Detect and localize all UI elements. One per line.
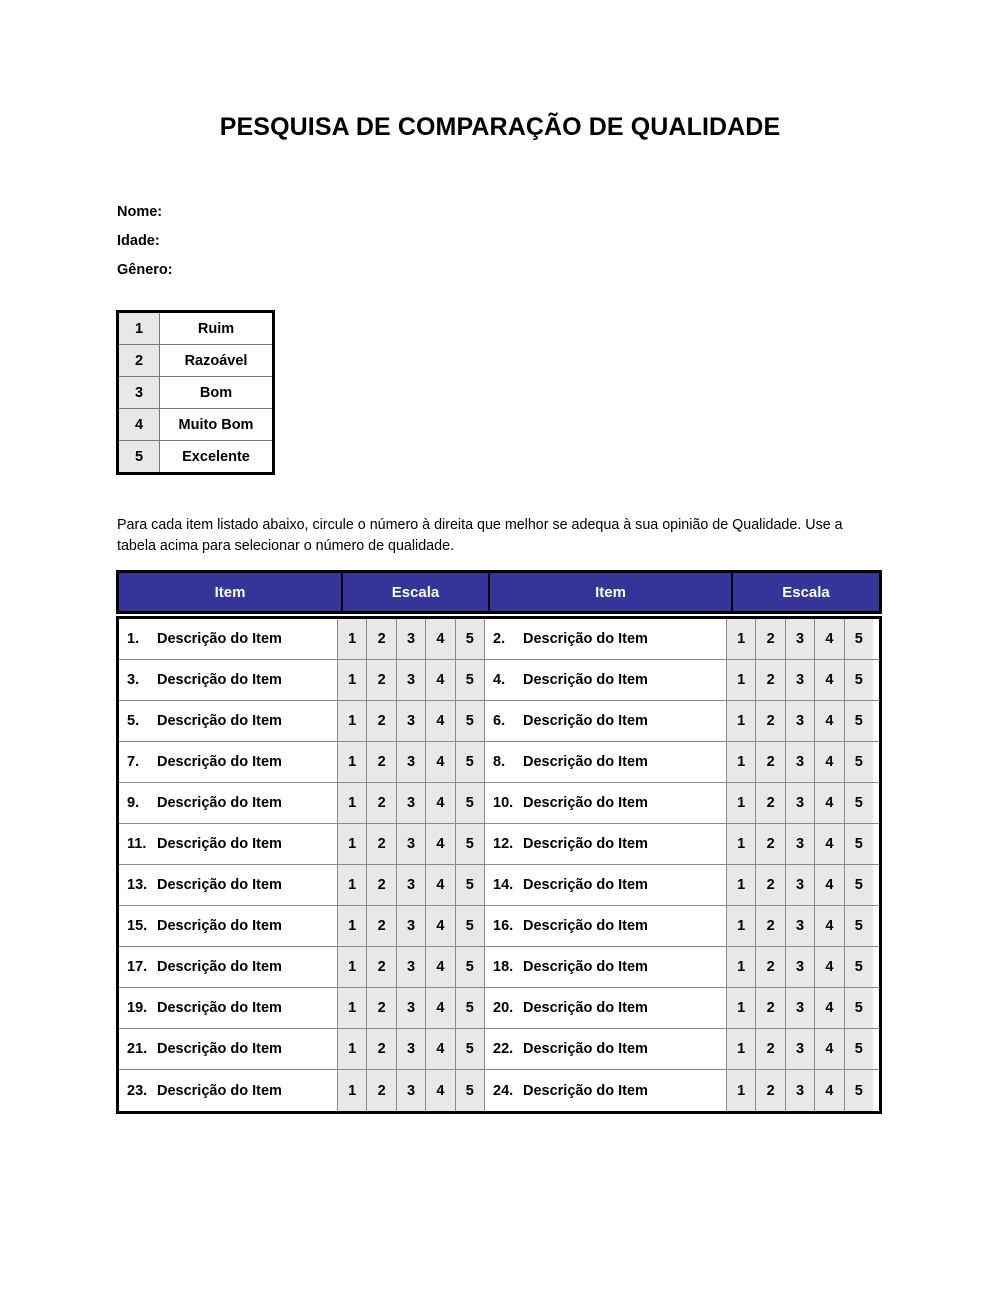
scale-option[interactable]: 1	[727, 619, 756, 659]
scale-option[interactable]: 3	[397, 988, 426, 1028]
scale-group-left	[338, 906, 485, 946]
table-row	[119, 742, 879, 783]
scale-option[interactable]: 5	[456, 906, 484, 946]
item-number: 24.	[493, 1082, 514, 1099]
table-row	[119, 619, 879, 660]
scale-option[interactable]: 3	[397, 660, 426, 700]
item-number: 5.	[127, 713, 140, 729]
scale-option[interactable]: 3	[786, 906, 815, 946]
scale-option[interactable]: 1	[338, 742, 367, 782]
header-scale-right: Escala	[733, 573, 879, 611]
legend-label: Muito Bom	[160, 409, 273, 441]
scale-option[interactable]: 4	[426, 619, 455, 659]
item-description: Descrição do Item	[157, 877, 282, 893]
item-cell-right	[485, 865, 727, 905]
item-cell-left	[119, 660, 338, 700]
scale-option[interactable]: 4	[815, 1070, 844, 1111]
scale-option[interactable]: 5	[845, 783, 873, 823]
scale-group-right	[727, 742, 873, 782]
scale-option[interactable]: 1	[338, 619, 367, 659]
item-description: Descrição do Item	[523, 918, 648, 934]
scale-option[interactable]: 5	[456, 660, 484, 700]
scale-option[interactable]: 4	[815, 824, 844, 864]
item-number: 4.	[493, 672, 506, 688]
scale-option[interactable]: 1	[338, 988, 367, 1028]
scale-option[interactable]: 2	[756, 1070, 785, 1111]
scale-option[interactable]: 3	[397, 701, 426, 741]
scale-option[interactable]: 1	[727, 988, 756, 1028]
scale-option[interactable]: 5	[456, 947, 484, 987]
scale-option[interactable]: 5	[456, 1029, 484, 1069]
item-description: Descrição do Item	[523, 754, 648, 770]
table-row	[119, 824, 879, 865]
item-cell-right	[485, 619, 727, 659]
item-description: Descrição do Item	[157, 918, 282, 934]
field-label-genero: Gênero:	[117, 262, 173, 278]
scale-option[interactable]: 2	[756, 619, 785, 659]
scale-group-left	[338, 742, 485, 782]
table-row	[119, 660, 879, 701]
scale-option[interactable]: 3	[786, 824, 815, 864]
scale-option[interactable]: 5	[845, 824, 873, 864]
scale-option[interactable]: 2	[367, 1029, 396, 1069]
legend-label: Excelente	[160, 441, 273, 473]
table-row	[119, 988, 879, 1029]
item-description: Descrição do Item	[157, 713, 282, 729]
item-cell-left	[119, 906, 338, 946]
item-cell-left	[119, 947, 338, 987]
legend-row	[119, 377, 272, 409]
item-cell-left	[119, 988, 338, 1028]
scale-option[interactable]: 3	[397, 865, 426, 905]
scale-group-right	[727, 1070, 873, 1111]
quality-scale-legend	[116, 310, 275, 475]
scale-option[interactable]: 2	[367, 865, 396, 905]
scale-option[interactable]: 2	[756, 947, 785, 987]
table-row	[119, 701, 879, 742]
scale-option[interactable]: 4	[815, 906, 844, 946]
item-description: Descrição do Item	[523, 713, 648, 729]
item-description: Descrição do Item	[523, 1041, 648, 1057]
scale-option[interactable]: 1	[727, 906, 756, 946]
legend-row	[119, 313, 272, 345]
scale-option[interactable]: 1	[727, 865, 756, 905]
scale-option[interactable]: 1	[338, 1029, 367, 1069]
scale-group-left	[338, 619, 485, 659]
scale-option[interactable]: 3	[397, 947, 426, 987]
item-cell-right	[485, 701, 727, 741]
page-title: PESQUISA DE COMPARAÇÃO DE QUALIDADE	[219, 113, 781, 141]
item-number: 12.	[493, 836, 514, 852]
scale-group-right	[727, 824, 873, 864]
scale-option[interactable]: 5	[845, 865, 873, 905]
table-row	[119, 906, 879, 947]
item-description: Descrição do Item	[157, 836, 282, 852]
scale-option[interactable]: 4	[815, 742, 844, 782]
item-cell-left	[119, 619, 338, 659]
scale-option[interactable]: 2	[367, 988, 396, 1028]
scale-option[interactable]: 2	[367, 619, 396, 659]
scale-option[interactable]: 1	[727, 947, 756, 987]
scale-group-right	[727, 701, 873, 741]
scale-option[interactable]: 1	[727, 824, 756, 864]
scale-option[interactable]: 4	[815, 865, 844, 905]
item-number: 23.	[127, 1082, 148, 1099]
item-description: Descrição do Item	[157, 795, 282, 811]
scale-option[interactable]: 2	[756, 988, 785, 1028]
scale-group-right	[727, 906, 873, 946]
legend-row	[119, 441, 272, 473]
scale-option[interactable]: 3	[786, 783, 815, 823]
scale-option[interactable]: 3	[397, 1070, 426, 1111]
scale-option[interactable]: 3	[786, 1070, 815, 1111]
scale-option[interactable]: 5	[456, 988, 484, 1028]
scale-option[interactable]: 4	[426, 783, 455, 823]
item-cell-left	[119, 1029, 338, 1069]
scale-option[interactable]: 5	[456, 865, 484, 905]
scale-option[interactable]: 2	[756, 660, 785, 700]
survey-table-header-row	[116, 570, 882, 614]
item-cell-right	[485, 988, 727, 1028]
item-number: 21.	[127, 1041, 148, 1057]
item-description: Descrição do Item	[157, 754, 282, 770]
item-cell-left	[119, 701, 338, 741]
item-number: 3.	[127, 672, 140, 688]
scale-option[interactable]: 4	[815, 1029, 844, 1069]
item-description: Descrição do Item	[523, 795, 648, 811]
scale-group-left	[338, 1070, 485, 1111]
scale-group-right	[727, 1029, 873, 1069]
field-label-nome: Nome:	[117, 204, 163, 220]
item-number: 22.	[493, 1041, 514, 1057]
scale-option[interactable]: 5	[456, 783, 484, 823]
item-cell-right	[485, 947, 727, 987]
scale-option[interactable]: 2	[756, 865, 785, 905]
header-scale-left: Escala	[343, 573, 490, 611]
legend-number: 5	[119, 441, 160, 473]
scale-group-left	[338, 783, 485, 823]
legend-label: Razoável	[160, 345, 273, 377]
scale-option[interactable]: 2	[367, 1070, 396, 1111]
scale-group-right	[727, 619, 873, 659]
item-cell-right	[485, 1029, 727, 1069]
scale-option[interactable]: 2	[367, 783, 396, 823]
item-description: Descrição do Item	[157, 1082, 282, 1099]
item-cell-right	[485, 1070, 727, 1111]
item-description: Descrição do Item	[157, 672, 282, 688]
item-number: 1.	[127, 631, 140, 647]
scale-option[interactable]: 2	[367, 660, 396, 700]
scale-option[interactable]: 5	[845, 619, 873, 659]
scale-option[interactable]: 2	[367, 701, 396, 741]
scale-option[interactable]: 1	[338, 660, 367, 700]
instructions-text: Para cada item listado abaixo, circule o número à direita que melhor se adequa à sua opinião de Qualidade. Use a tabela acima para selecionar o número de qualidade.	[117, 517, 843, 554]
scale-option[interactable]: 5	[456, 701, 484, 741]
scale-group-left	[338, 701, 485, 741]
item-number: 15.	[127, 918, 148, 934]
scale-option[interactable]: 5	[845, 906, 873, 946]
scale-option[interactable]: 2	[367, 742, 396, 782]
scale-option[interactable]: 5	[845, 1070, 873, 1111]
scale-option[interactable]: 4	[426, 1070, 455, 1111]
scale-option[interactable]: 5	[845, 947, 873, 987]
scale-option[interactable]: 4	[815, 947, 844, 987]
item-number: 7.	[127, 754, 140, 770]
scale-option[interactable]: 1	[338, 865, 367, 905]
scale-option[interactable]: 4	[815, 619, 844, 659]
legend-number: 3	[119, 377, 160, 409]
scale-option[interactable]: 1	[727, 1029, 756, 1069]
item-cell-right	[485, 783, 727, 823]
item-description: Descrição do Item	[523, 1000, 648, 1016]
item-cell-right	[485, 906, 727, 946]
scale-option[interactable]: 5	[456, 619, 484, 659]
legend-number: 4	[119, 409, 160, 441]
field-label-idade: Idade:	[117, 233, 160, 249]
scale-group-left	[338, 865, 485, 905]
scale-option[interactable]: 3	[397, 783, 426, 823]
scale-group-right	[727, 988, 873, 1028]
legend-number: 1	[119, 313, 160, 345]
item-number: 6.	[493, 713, 506, 729]
scale-option[interactable]: 4	[426, 1029, 455, 1069]
item-description: Descrição do Item	[523, 836, 648, 852]
table-row	[119, 783, 879, 824]
table-row	[119, 947, 879, 988]
scale-option[interactable]: 2	[367, 906, 396, 946]
item-description: Descrição do Item	[157, 959, 282, 975]
scale-option[interactable]: 5	[456, 742, 484, 782]
respondent-fields	[117, 198, 173, 285]
scale-option[interactable]: 3	[786, 1029, 815, 1069]
scale-option[interactable]: 4	[426, 947, 455, 987]
scale-option[interactable]: 4	[426, 988, 455, 1028]
scale-option[interactable]: 4	[426, 824, 455, 864]
scale-option[interactable]: 1	[338, 783, 367, 823]
scale-option[interactable]: 3	[786, 660, 815, 700]
scale-group-left	[338, 824, 485, 864]
header-item-left: Item	[119, 573, 343, 611]
scale-option[interactable]: 1	[338, 824, 367, 864]
scale-option[interactable]: 5	[845, 742, 873, 782]
scale-option[interactable]: 1	[727, 701, 756, 741]
item-number: 11.	[127, 836, 147, 852]
legend-number: 2	[119, 345, 160, 377]
scale-option[interactable]: 4	[815, 783, 844, 823]
survey-table	[116, 570, 882, 1114]
scale-option[interactable]: 3	[786, 988, 815, 1028]
item-number: 13.	[127, 877, 148, 893]
scale-option[interactable]: 2	[756, 783, 785, 823]
item-number: 9.	[127, 795, 140, 811]
legend-row	[119, 409, 272, 441]
item-number: 2.	[493, 631, 506, 647]
scale-option[interactable]: 3	[397, 1029, 426, 1069]
scale-group-left	[338, 660, 485, 700]
item-number: 18.	[493, 959, 514, 975]
scale-option[interactable]: 2	[756, 824, 785, 864]
item-cell-left	[119, 824, 338, 864]
legend-label: Ruim	[160, 313, 273, 345]
scale-group-right	[727, 865, 873, 905]
legend-row	[119, 345, 272, 377]
scale-group-right	[727, 660, 873, 700]
scale-group-right	[727, 783, 873, 823]
scale-option[interactable]: 5	[845, 1029, 873, 1069]
scale-option[interactable]: 3	[786, 947, 815, 987]
item-number: 19.	[127, 1000, 148, 1016]
item-description: Descrição do Item	[157, 631, 282, 647]
scale-group-left	[338, 947, 485, 987]
item-number: 10.	[493, 795, 514, 811]
scale-option[interactable]: 1	[727, 660, 756, 700]
table-row	[119, 1070, 879, 1111]
item-description: Descrição do Item	[523, 672, 648, 688]
item-cell-left	[119, 742, 338, 782]
scale-option[interactable]: 3	[397, 742, 426, 782]
scale-option[interactable]: 1	[338, 947, 367, 987]
scale-option[interactable]: 1	[727, 742, 756, 782]
scale-group-right	[727, 947, 873, 987]
item-description: Descrição do Item	[523, 1082, 648, 1099]
survey-table-body	[116, 616, 882, 1114]
item-cell-right	[485, 660, 727, 700]
scale-option[interactable]: 4	[426, 742, 455, 782]
item-number: 8.	[493, 754, 506, 770]
scale-option[interactable]: 4	[815, 660, 844, 700]
item-cell-right	[485, 824, 727, 864]
item-cell-left	[119, 1070, 338, 1111]
header-item-right: Item	[490, 573, 733, 611]
scale-option[interactable]: 5	[456, 824, 484, 864]
scale-option[interactable]: 5	[845, 701, 873, 741]
item-cell-left	[119, 865, 338, 905]
scale-option[interactable]: 2	[367, 824, 396, 864]
item-cell-right	[485, 742, 727, 782]
scale-option[interactable]: 2	[367, 947, 396, 987]
scale-group-left	[338, 1029, 485, 1069]
table-row	[119, 865, 879, 906]
scale-option[interactable]: 4	[815, 701, 844, 741]
scale-option[interactable]: 1	[727, 783, 756, 823]
scale-option[interactable]: 3	[786, 701, 815, 741]
scale-option[interactable]: 4	[426, 865, 455, 905]
scale-option[interactable]: 3	[786, 619, 815, 659]
scale-option[interactable]: 2	[756, 742, 785, 782]
scale-option[interactable]: 2	[756, 701, 785, 741]
scale-option[interactable]: 1	[338, 906, 367, 946]
scale-option[interactable]: 3	[397, 906, 426, 946]
legend-label: Bom	[160, 377, 273, 409]
item-description: Descrição do Item	[523, 877, 648, 893]
scale-option[interactable]: 2	[756, 906, 785, 946]
scale-option[interactable]: 3	[397, 824, 426, 864]
scale-option[interactable]: 4	[815, 988, 844, 1028]
scale-option[interactable]: 4	[426, 660, 455, 700]
scale-option[interactable]: 5	[845, 988, 873, 1028]
item-number: 20.	[493, 1000, 514, 1016]
scale-option[interactable]: 1	[338, 701, 367, 741]
item-number: 14.	[493, 877, 514, 893]
scale-option[interactable]: 4	[426, 906, 455, 946]
scale-group-left	[338, 988, 485, 1028]
item-description: Descrição do Item	[523, 631, 648, 647]
scale-option[interactable]: 5	[845, 660, 873, 700]
item-number: 16.	[493, 918, 514, 934]
scale-option[interactable]: 2	[756, 1029, 785, 1069]
item-cell-left	[119, 783, 338, 823]
item-number: 17.	[127, 959, 148, 975]
scale-option[interactable]: 5	[456, 1070, 484, 1111]
scale-option[interactable]: 3	[786, 742, 815, 782]
scale-option[interactable]: 4	[426, 701, 455, 741]
item-description: Descrição do Item	[523, 959, 648, 975]
table-row	[119, 1029, 879, 1070]
scale-option[interactable]: 3	[397, 619, 426, 659]
scale-option[interactable]: 1	[727, 1070, 756, 1111]
item-description: Descrição do Item	[157, 1041, 282, 1057]
scale-option[interactable]: 3	[786, 865, 815, 905]
scale-option[interactable]: 1	[338, 1070, 367, 1111]
item-description: Descrição do Item	[157, 1000, 282, 1016]
